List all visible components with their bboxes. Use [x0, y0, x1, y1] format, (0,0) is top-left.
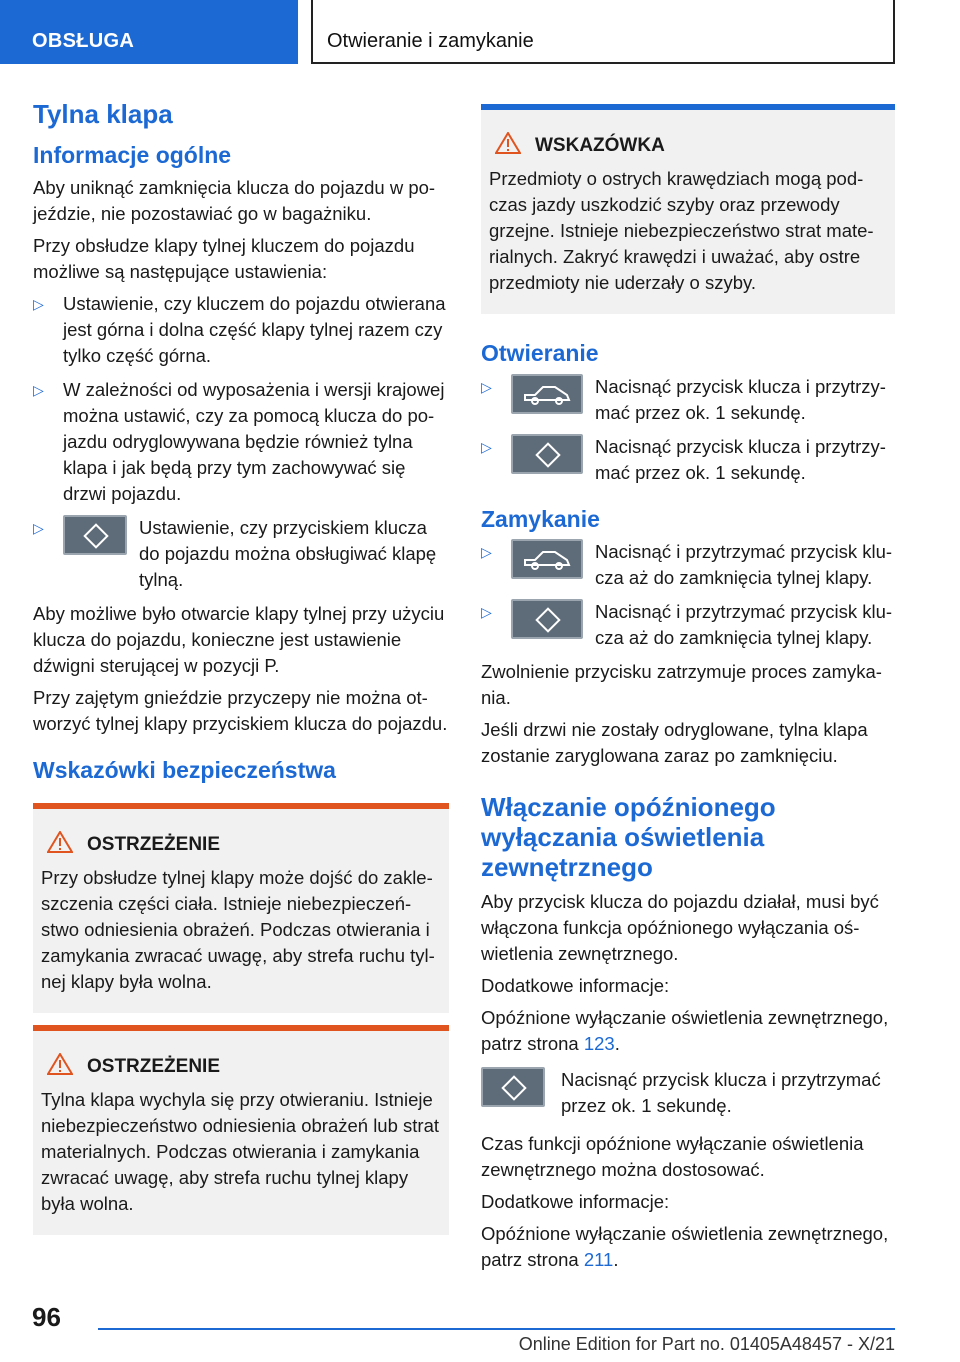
list-item-text: Ustawienie, czy kluczem do pojazdu otwierana jest górna i dolna część klapy tylnej razem czy tylko część górna.: [63, 293, 446, 367]
paragraph: [481, 1221, 895, 1273]
list-item: [33, 291, 449, 369]
triangle-right-icon: ▷: [481, 438, 492, 455]
settings-list: [33, 291, 449, 593]
key-button-icon: [481, 1067, 545, 1107]
key-row: [511, 434, 895, 486]
key-instruction: Nacisnąć przycisk klucza i przytrzymać przez ok. 1 sekundę.: [561, 1068, 881, 1116]
paragraph: Przy obsłudze klapy tylnej kluczem do pojazdu możliwe są następujące ustawienia:: [33, 235, 415, 283]
period: .: [614, 1032, 620, 1054]
left-column: [33, 100, 449, 1235]
warning-text: Tylna klapa wychyla się przy otwieraniu. Istnieje niebezpieczeństwo odniesienia obrażeń lub strat materialnych. Podczas otwierania i zamykania zwracać uwagę, aby strefa ruchu tylnej klapy była wolna.: [41, 1089, 440, 1215]
triangle-right-icon: ▷: [481, 544, 492, 561]
car-tailgate-icon: [511, 539, 583, 579]
warning-title-row: [41, 1053, 441, 1081]
close-list: [481, 539, 895, 651]
note-title: WSKAZÓWKA: [535, 135, 665, 156]
paragraph: Dodatkowe informacje:: [481, 1190, 670, 1212]
list-item-text: Nacisnąć i przytrzymać przycisk klucza aż do zamknięcia tylnej klapy.: [595, 601, 893, 649]
light-heading: Włączanie opóźnionego wyłączania oświetlenia zewnętrznego: [481, 792, 776, 882]
warning-triangle-icon: [47, 1053, 73, 1081]
note-box: [481, 104, 895, 314]
key-row: [511, 599, 895, 651]
header-chapter: Otwieranie i zamykanie: [311, 0, 895, 64]
warning-triangle-icon: [47, 831, 73, 859]
list-item-text: Nacisnąć przycisk klucza i przytrzymać przez ok. 1 sekundę.: [595, 375, 886, 423]
paragraph: Przy zajętym gnieździe przyczepy nie można otworzyć tylnej klapy przyciskiem klucza do pojazdu.: [33, 687, 448, 735]
open-list: [481, 374, 895, 486]
list-item-text: W zależności od wyposażenia i wersji krajowej można ustawić, czy za pomocą klucza do pojazdu odryglowywana będzie również tylna klapa i jak będą przy tym zachowywać się drzwi pojazdu.: [63, 379, 445, 505]
right-column: [481, 104, 895, 1279]
list-item: [481, 434, 895, 486]
paragraph: Czas funkcji opóźnione wyłączanie oświetlenia zewnętrznego można dostosować.: [481, 1132, 864, 1180]
list-item-text: Nacisnąć i przytrzymać przycisk klucza aż do zamknięcia tylnej klapy.: [595, 541, 893, 589]
paragraph: [481, 1005, 895, 1057]
paragraph: Aby możliwe było otwarcie klapy tylnej przy użyciu klucza do pojazdu, konieczne jest ustawienie dźwigni sterującej w pozycji P.: [33, 603, 445, 677]
page-title: Tylna klapa: [33, 99, 173, 129]
list-item-text: Ustawienie, czy przyciskiem klucza do pojazdu można obsługiwać klapę tylną.: [139, 517, 437, 591]
safety-heading: Wskazówki bezpieczeństwa: [33, 757, 336, 784]
key-button-icon: [511, 434, 583, 474]
list-item: [33, 377, 449, 507]
period: .: [613, 1248, 619, 1270]
reference-text: Opóźnione wyłączanie oświetlenia zewnętrznego, patrz strona: [481, 1006, 889, 1054]
key-button-icon: [511, 599, 583, 639]
warning-box: [33, 803, 449, 1013]
general-heading: Informacje ogólne: [33, 141, 232, 168]
page-link-211[interactable]: 211: [583, 1248, 614, 1270]
key-row: [63, 515, 449, 593]
paragraph: Jeśli drzwi nie zostały odryglowane, tylna klapa zostanie zaryglowana zaraz po zamknięciu.: [481, 719, 868, 767]
page-link-123[interactable]: 123: [583, 1032, 615, 1054]
warning-box: [33, 1025, 449, 1235]
warning-triangle-icon: [495, 132, 521, 160]
list-item: [481, 599, 895, 651]
key-row: [511, 374, 895, 426]
open-heading: Otwieranie: [481, 340, 599, 366]
close-heading: Zamykanie: [481, 505, 600, 532]
list-item: [481, 374, 895, 426]
warning-title-row: [41, 831, 441, 859]
warning-text: Przy obsłudze tylnej klapy może dojść do zakleszczenia części ciała. Istnieje niebezpieczeństwo odniesienia obrażeń. Podczas otwierania i zamykania zwracać uwagę, aby strefa ruchu tylnej klapy była wolna.: [41, 867, 435, 993]
key-row: [511, 539, 895, 591]
paragraph: Dodatkowe informacje:: [481, 974, 670, 996]
page-number: 96: [32, 1302, 61, 1332]
paragraph: Zwolnienie przycisku zatrzymuje proces zamykania.: [481, 661, 882, 709]
triangle-right-icon: ▷: [33, 382, 44, 399]
paragraph: Aby uniknąć zamknięcia klucza do pojazdu w pojeździe, nie pozostawiać go w bagażniku.: [33, 177, 436, 225]
paragraph: Aby przycisk klucza do pojazdu działał, musi być włączona funkcja opóźnionego wyłączania oświetlenia zewnętrznego.: [481, 890, 879, 964]
note-text: Przedmioty o ostrych krawędziach mogą podczas jazdy uszkodzić szyby oraz przewody grzejne. Istnieje niebezpieczeństwo strat materialnych. Zakryć krawędzi i uważać, aby ostre przedmioty nie uderzały o szyby.: [489, 168, 874, 293]
triangle-right-icon: ▷: [33, 520, 44, 537]
warning-title: OSTRZEŻENIE: [87, 1056, 221, 1078]
header-section: OBSŁUGA: [0, 0, 298, 64]
key-row: [481, 1067, 895, 1119]
triangle-right-icon: ▷: [33, 296, 44, 313]
triangle-right-icon: ▷: [481, 378, 492, 395]
warning-title: OSTRZEŻENIE: [87, 834, 221, 856]
key-button-icon: [63, 515, 127, 555]
list-item: [33, 515, 449, 593]
note-title-row: [489, 132, 887, 160]
list-item: [481, 539, 895, 591]
reference-text: Opóźnione wyłączanie oświetlenia zewnętrznego, patrz strona: [481, 1222, 889, 1270]
list-item-text: Nacisnąć przycisk klucza i przytrzymać przez ok. 1 sekundę.: [595, 435, 886, 483]
triangle-right-icon: ▷: [481, 604, 492, 621]
car-tailgate-icon: [511, 374, 583, 414]
footer: Online Edition for Part no. 01405A48457 - X/21: [98, 1328, 895, 1355]
